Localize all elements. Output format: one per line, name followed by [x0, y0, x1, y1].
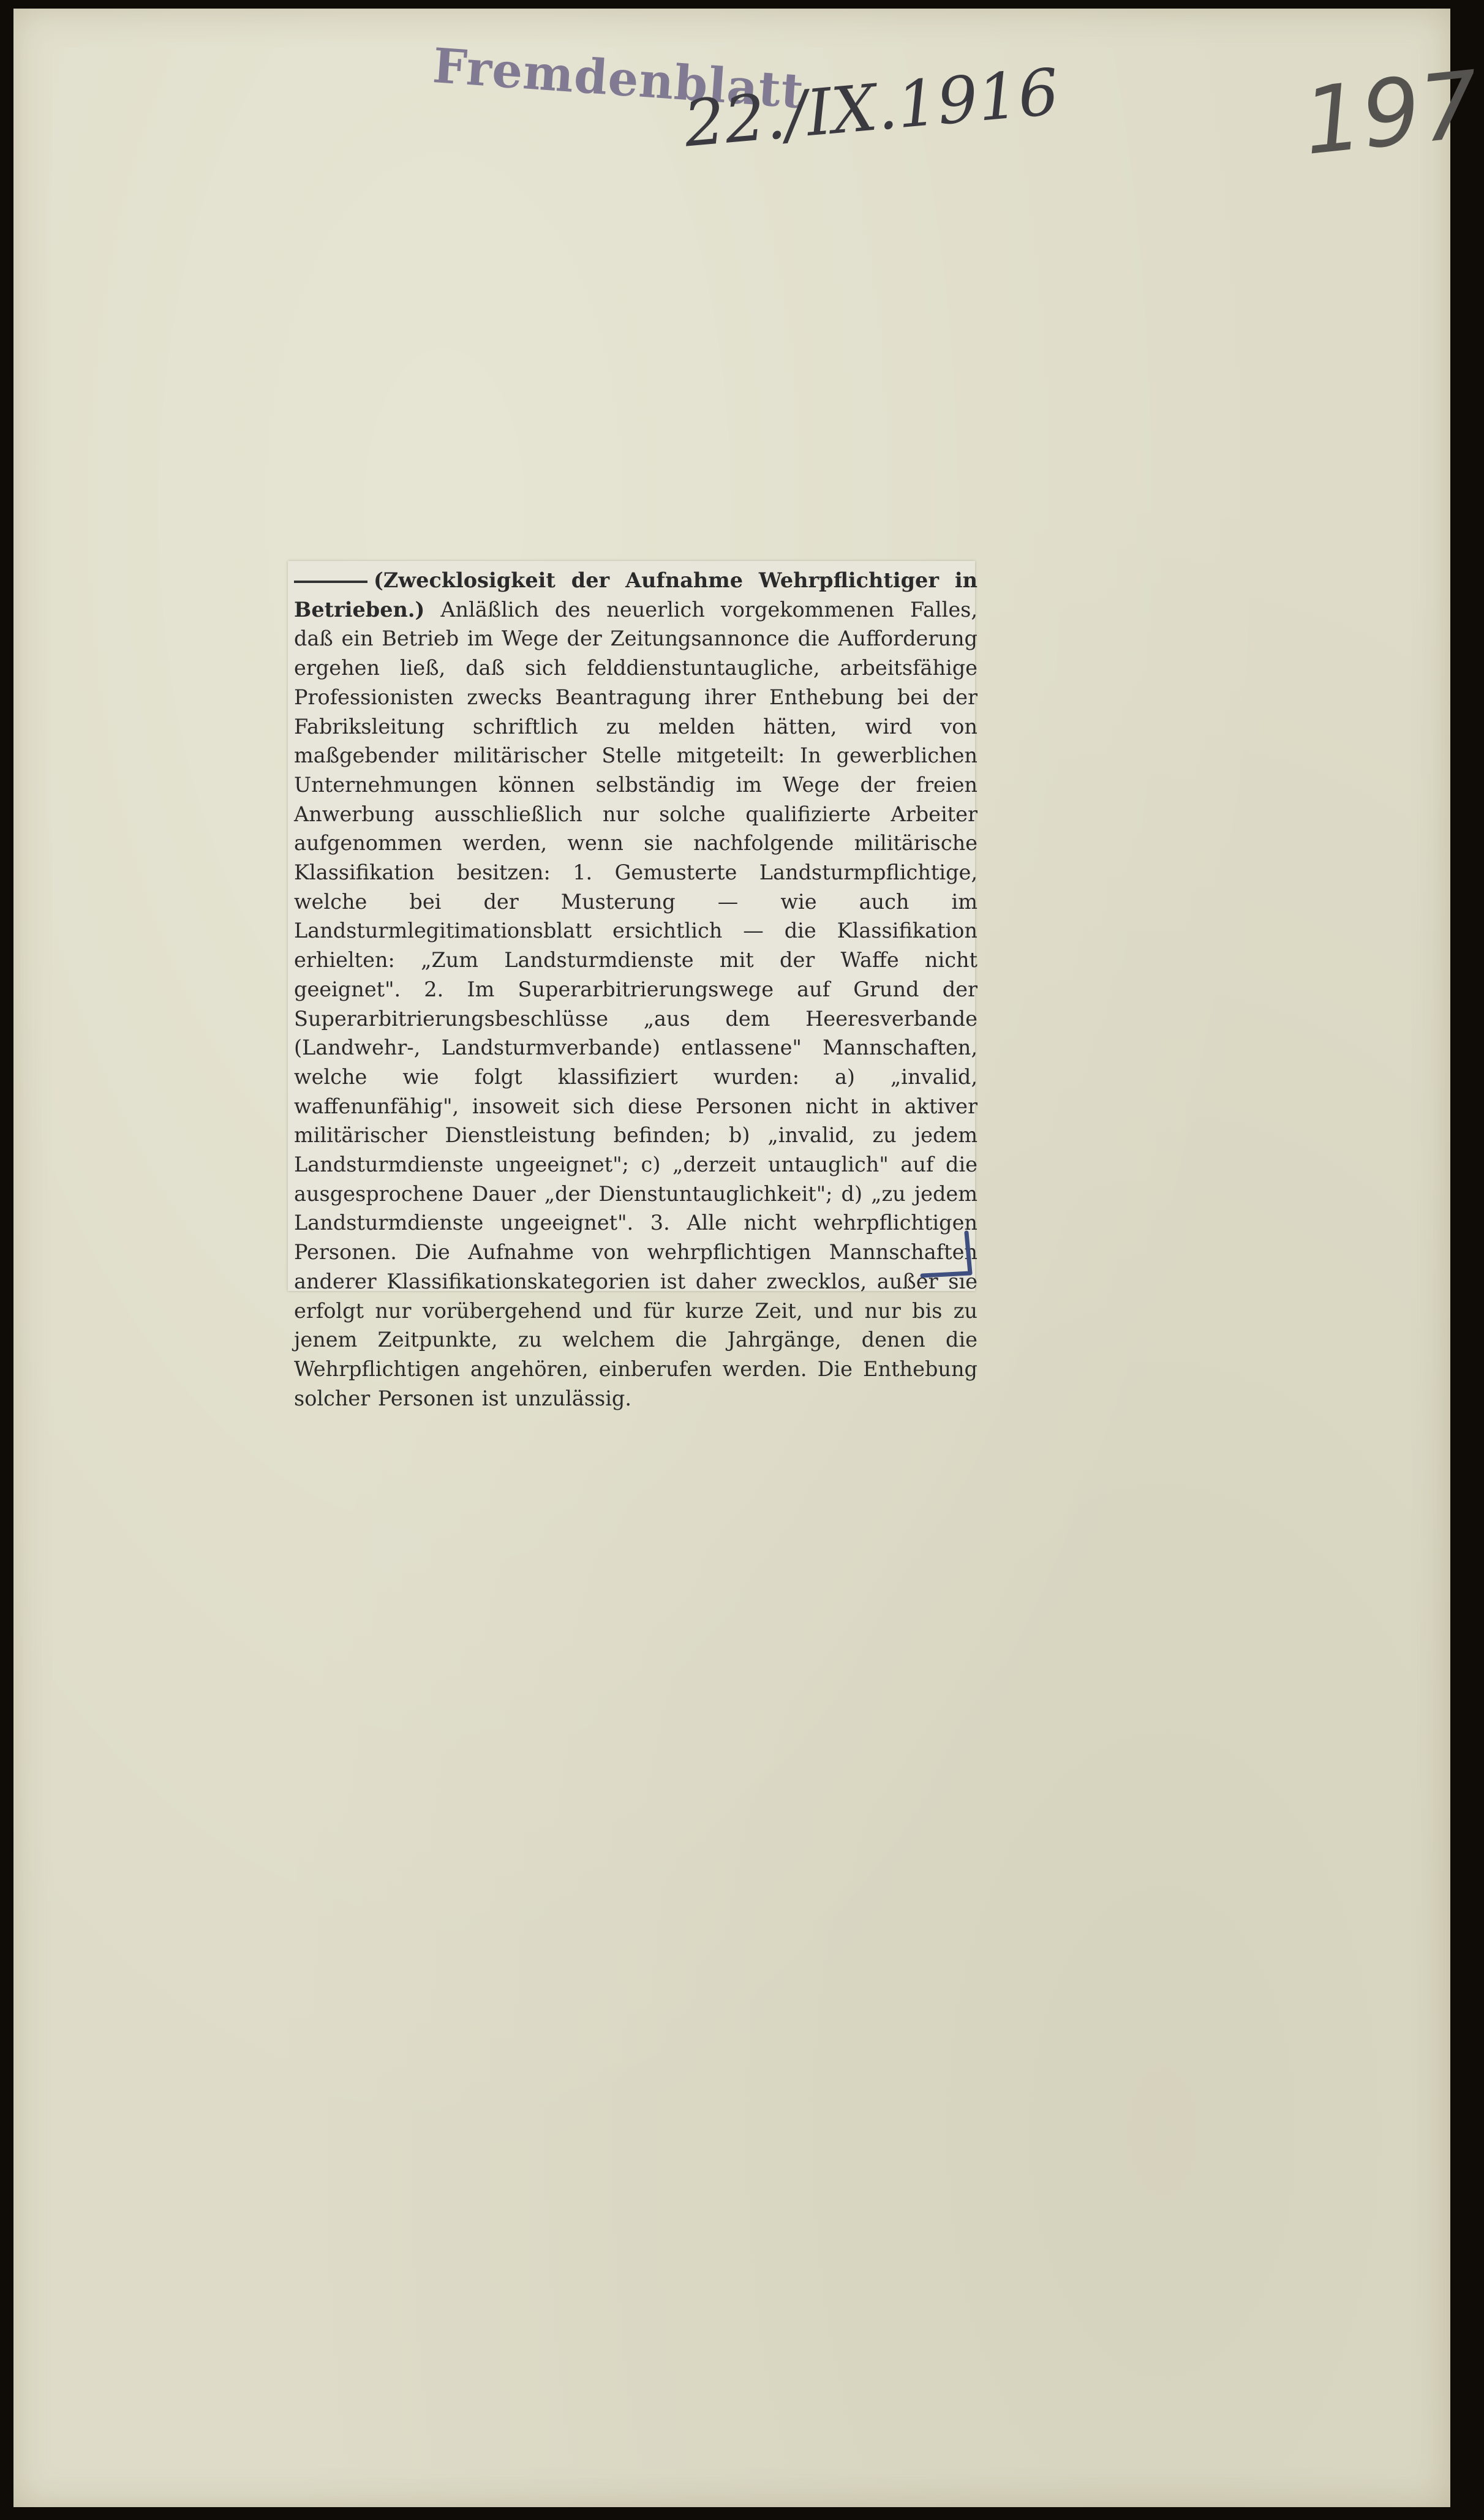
- handwritten-date: 22./IX.1916: [681, 54, 1062, 162]
- clipping-dash: [294, 581, 367, 583]
- pencil-bracket-mark: [919, 1230, 976, 1281]
- newspaper-clipping: [288, 561, 977, 1410]
- folio-number: 197: [1298, 51, 1484, 176]
- clipping-headline: (Zwecklosigkeit der Aufnahme Wehrpflichtiger in Betrieben.): [294, 568, 977, 622]
- source-stamp: Fremdenblatt: [431, 38, 806, 120]
- clipping-body: Anläßlich des neuerlich vorgekommenen Falles, daß ein Betrieb im Wege der Zeitungsannonce die Aufforderung ergehen ließ, daß sich felddienstuntaugliche, arbeitsfähige Professionisten zwecks Beantragung ihrer Enthebung bei der Fabriksleitung schriftlich zu melden hätten, wird von maßgebender militärischer Stelle mitgeteilt: In gewerblichen Unternehmungen können selbständig im Wege der freien Anwerbung ausschließlich nur solche qualifizierte Arbeiter aufgenommen werden, wenn sie nachfolgende militärische Klassifikation besitzen: 1. Gemusterte Landsturmpflichtige, welche bei der Musterung — wie auch im Landsturmlegitimationsblatt ersichtlich — die Klassifikation erhielten: „Zum Landsturmdienste mit der Waffe nicht geeignet". 2. Im Superarbitrierungswege auf Grund der Superarbitrierungsbeschlüsse „aus dem Heeresverbande (Landwehr-, Landsturmverbande) entlassene" Mannschaften, welche wie folgt klassifiziert wurden: a) „invalid, waffenunfähig", insoweit sich diese Personen nicht in aktiver militärischer Dienstleistung befinden; b) „invalid, zu jedem Landsturmdienste ungeeignet"; c) „derzeit untauglich" auf die ausgesprochene Dauer „der Dienstuntauglichkeit"; d) „zu jedem Landsturmdienste ungeeignet". 3. Alle nicht wehrpflichtigen Personen. Die Aufnahme von wehrpflichtigen Mannschaften anderer Klassifikationskategorien ist daher zwecklos, außer sie erfolgt nur vorübergehend und für kurze Zeit, und nur bis zu jenem Zeitpunkte, zu welchem die Jahrgänge, denen die Wehrpflichtigen angehören, einberufen werden. Die Enthebung solcher Personen ist unzulässig.: [294, 597, 977, 1410]
- clipping-text: [288, 561, 982, 1410]
- archive-sheet: [13, 9, 1484, 2507]
